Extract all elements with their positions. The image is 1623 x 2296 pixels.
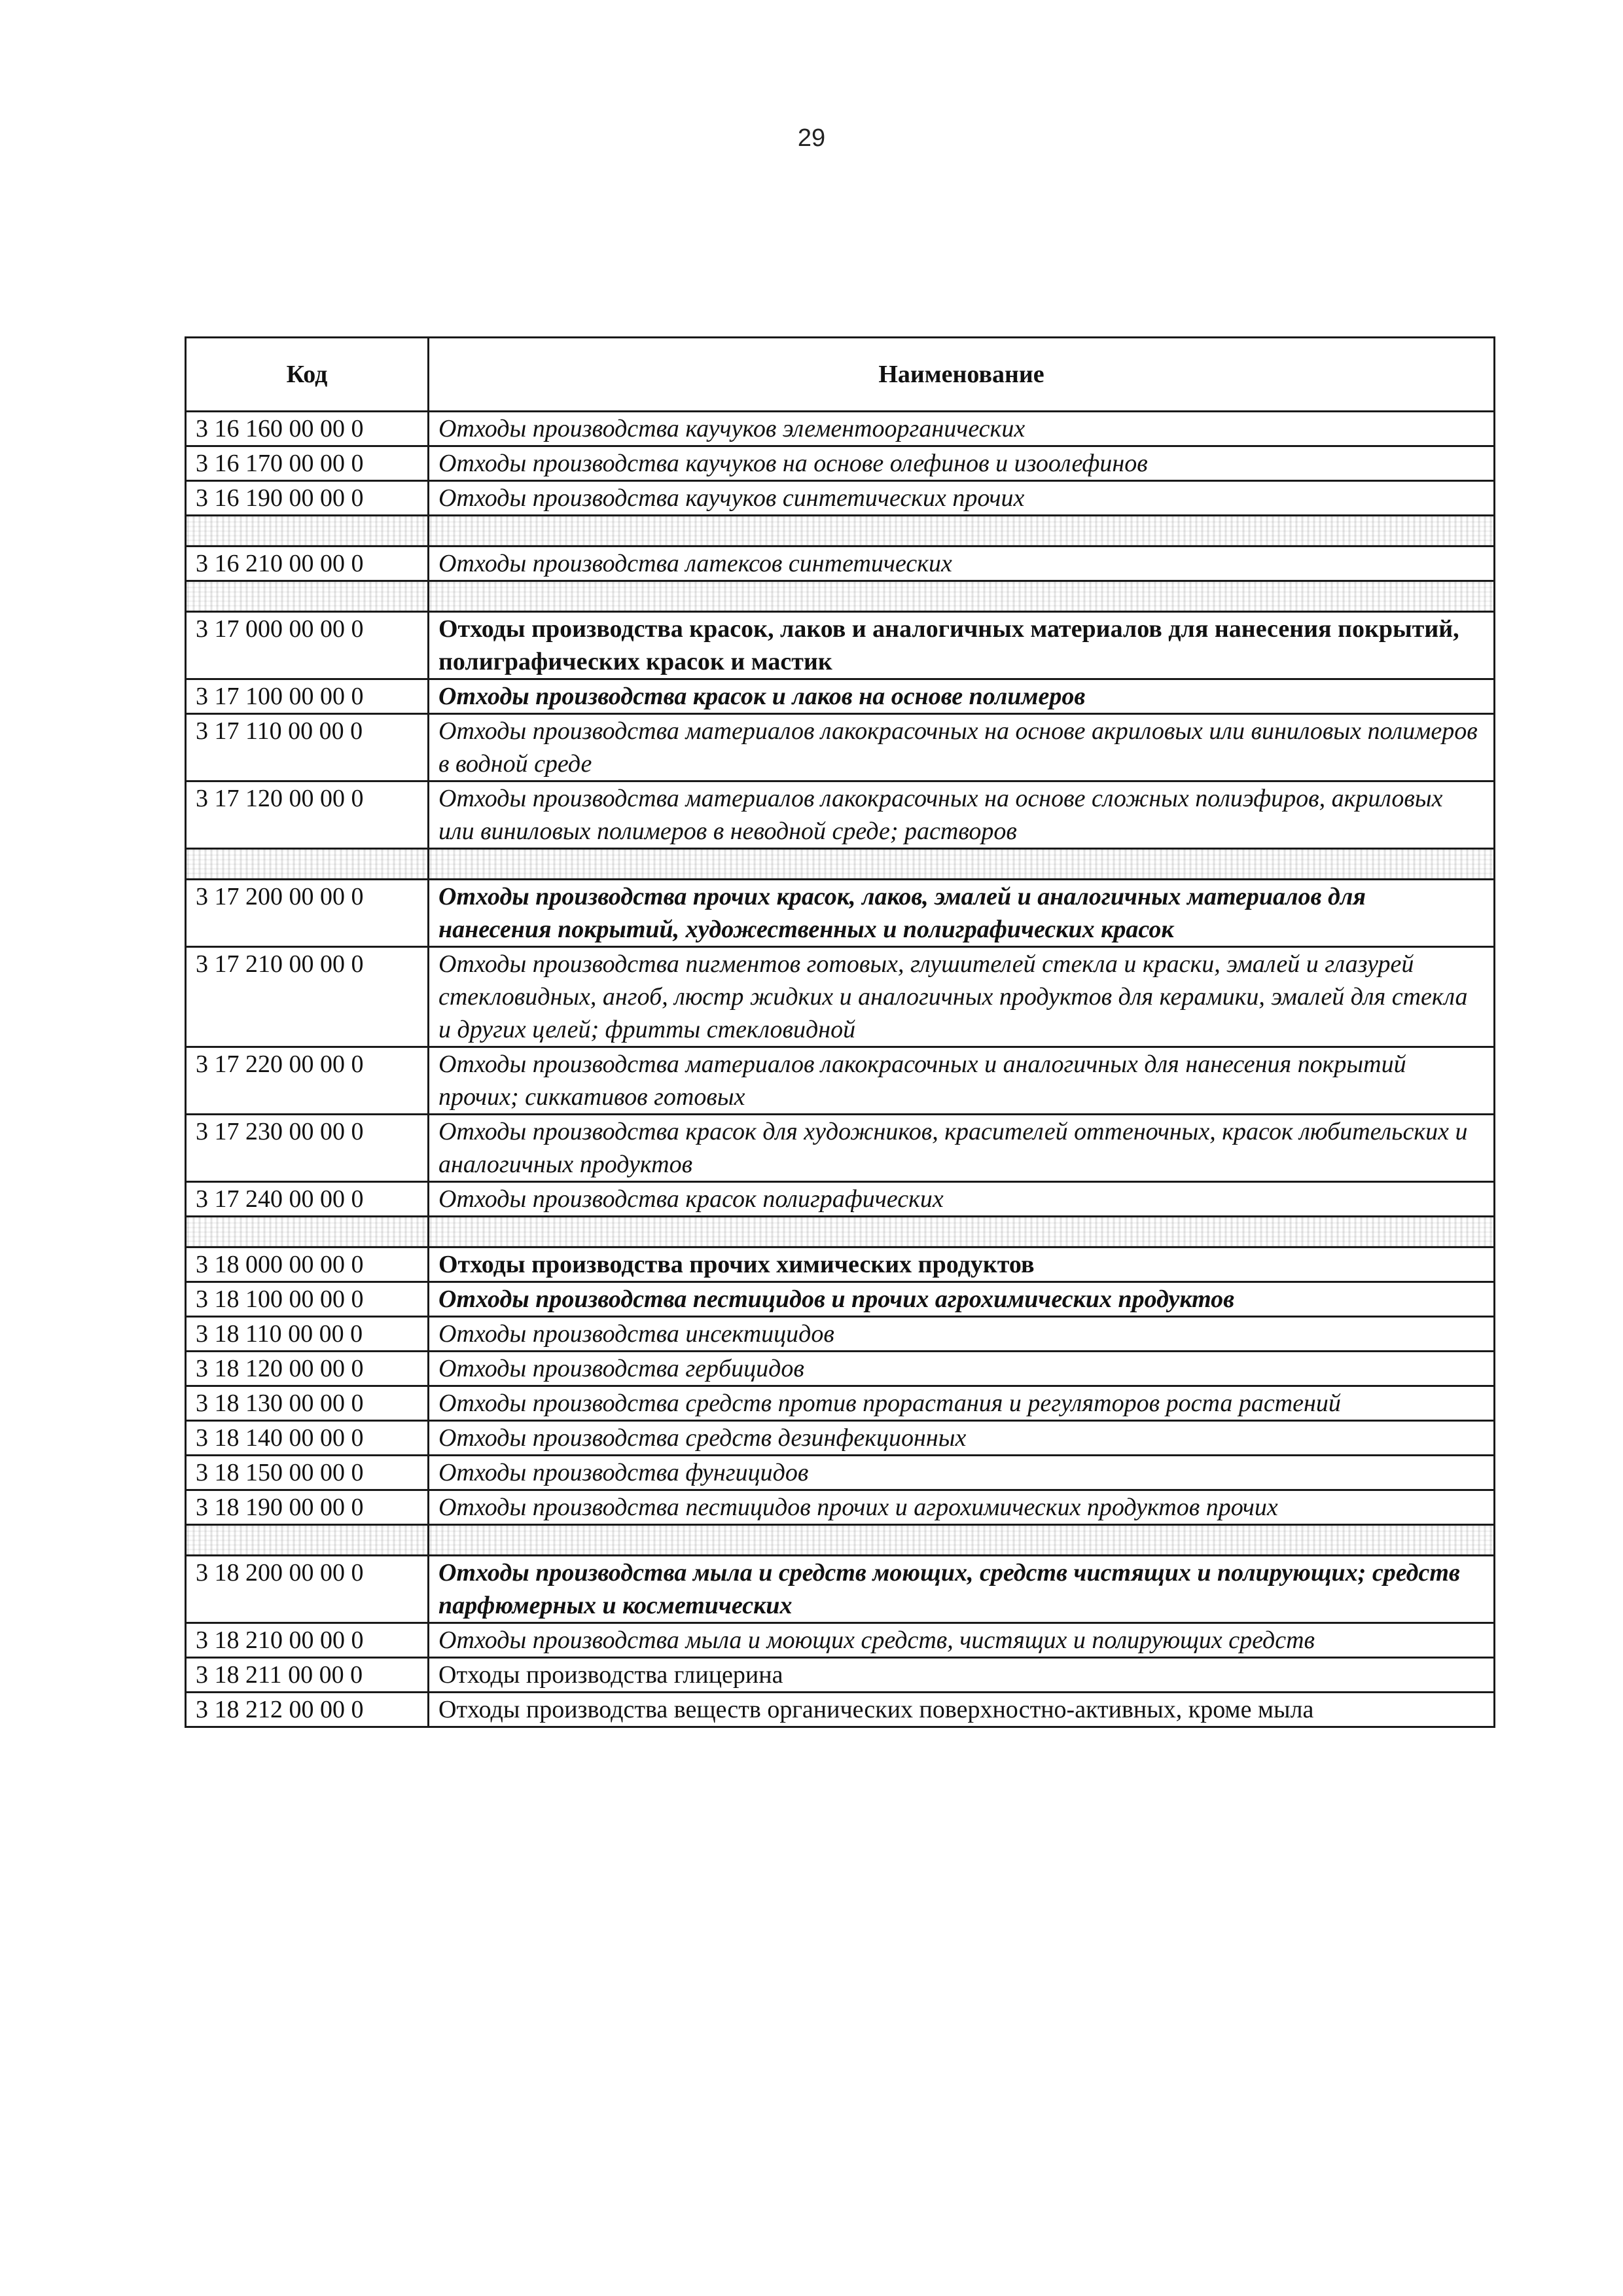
name-cell: Отходы производства материалов лакокрасочных и аналогичных для нанесения покрытий прочих; сиккативов готовых xyxy=(429,1047,1495,1115)
code-cell: 3 18 200 00 00 0 xyxy=(186,1556,429,1623)
gap-cell xyxy=(429,516,1495,547)
column-header-name: Наименование xyxy=(429,338,1495,412)
gap-cell xyxy=(186,1217,429,1247)
table-row xyxy=(186,1115,1495,1182)
table-row xyxy=(186,1047,1495,1115)
table-row xyxy=(186,1421,1495,1456)
name-cell: Отходы производства каучуков на основе олефинов и изоолефинов xyxy=(429,446,1495,481)
name-cell: Отходы производства средств против прорастания и регуляторов роста растений xyxy=(429,1386,1495,1421)
code-cell: 3 16 190 00 00 0 xyxy=(186,481,429,516)
name-cell: Отходы производства красок и лаков на основе полимеров xyxy=(429,679,1495,714)
name-cell: Отходы производства прочих красок, лаков, эмалей и аналогичных материалов для нанесения покрытий, художественных и полиграфических красок xyxy=(429,880,1495,947)
gap-cell xyxy=(186,1525,429,1556)
name-cell: Отходы производства красок полиграфических xyxy=(429,1182,1495,1217)
table-gap-row xyxy=(186,1525,1495,1556)
table-row xyxy=(186,1282,1495,1317)
name-cell: Отходы производства средств дезинфекционных xyxy=(429,1421,1495,1456)
table-gap-row xyxy=(186,516,1495,547)
table-row xyxy=(186,446,1495,481)
code-cell: 3 18 150 00 00 0 xyxy=(186,1456,429,1490)
code-cell: 3 17 110 00 00 0 xyxy=(186,714,429,781)
table-row xyxy=(186,947,1495,1047)
table-row xyxy=(186,1352,1495,1386)
name-cell: Отходы производства красок, лаков и аналогичных материалов для нанесения покрытий, полиграфических красок и мастик xyxy=(429,612,1495,679)
code-cell: 3 18 212 00 00 0 xyxy=(186,1693,429,1727)
name-cell: Отходы производства глицерина xyxy=(429,1658,1495,1693)
code-cell: 3 16 210 00 00 0 xyxy=(186,547,429,581)
code-cell: 3 17 100 00 00 0 xyxy=(186,679,429,714)
table-row xyxy=(186,412,1495,446)
page-number: 29 xyxy=(797,124,826,152)
table-row xyxy=(186,1556,1495,1623)
code-cell: 3 18 190 00 00 0 xyxy=(186,1490,429,1525)
name-cell: Отходы производства красок для художников, красителей оттеночных, красок любительских и аналогичных продуктов xyxy=(429,1115,1495,1182)
code-cell: 3 16 160 00 00 0 xyxy=(186,412,429,446)
table-row xyxy=(186,1490,1495,1525)
code-cell: 3 18 130 00 00 0 xyxy=(186,1386,429,1421)
table-row xyxy=(186,679,1495,714)
gap-cell xyxy=(186,849,429,880)
name-cell: Отходы производства гербицидов xyxy=(429,1352,1495,1386)
table-gap-row xyxy=(186,849,1495,880)
code-cell: 3 17 200 00 00 0 xyxy=(186,880,429,947)
code-cell: 3 17 210 00 00 0 xyxy=(186,947,429,1047)
name-cell: Отходы производства мыла и моющих средств, чистящих и полирующих средств xyxy=(429,1623,1495,1658)
column-header-code: Код xyxy=(186,338,429,412)
table-header-row xyxy=(186,338,1495,412)
gap-cell xyxy=(429,1217,1495,1247)
table-row xyxy=(186,781,1495,849)
table-row xyxy=(186,1456,1495,1490)
code-cell: 3 18 000 00 00 0 xyxy=(186,1247,429,1282)
table-body xyxy=(186,412,1495,1727)
table-row xyxy=(186,1623,1495,1658)
table-row xyxy=(186,1182,1495,1217)
table-row xyxy=(186,1317,1495,1352)
name-cell: Отходы производства прочих химических продуктов xyxy=(429,1247,1495,1282)
name-cell: Отходы производства веществ органических поверхностно-активных, кроме мыла xyxy=(429,1693,1495,1727)
table-row xyxy=(186,1658,1495,1693)
table-row xyxy=(186,714,1495,781)
gap-cell xyxy=(429,581,1495,612)
gap-cell xyxy=(186,581,429,612)
name-cell: Отходы производства пестицидов и прочих агрохимических продуктов xyxy=(429,1282,1495,1317)
name-cell: Отходы производства каучуков элементоорганических xyxy=(429,412,1495,446)
name-cell: Отходы производства материалов лакокрасочных на основе сложных полиэфиров, акриловых или виниловых полимеров в неводной среде; растворов xyxy=(429,781,1495,849)
code-cell: 3 17 220 00 00 0 xyxy=(186,1047,429,1115)
name-cell: Отходы производства каучуков синтетических прочих xyxy=(429,481,1495,516)
table-row xyxy=(186,612,1495,679)
code-cell: 3 16 170 00 00 0 xyxy=(186,446,429,481)
name-cell: Отходы производства пигментов готовых, глушителей стекла и краски, эмалей и глазурей стекловидных, ангоб, люстр жидких и аналогичных продуктов для керамики, эмалей для стекла и других целей; фритты стекловидной xyxy=(429,947,1495,1047)
table-gap-row xyxy=(186,581,1495,612)
name-cell: Отходы производства мыла и средств моющих, средств чистящих и полирующих; средств парфюмерных и косметических xyxy=(429,1556,1495,1623)
gap-cell xyxy=(429,1525,1495,1556)
table-row xyxy=(186,1693,1495,1727)
table-row xyxy=(186,1386,1495,1421)
code-cell: 3 17 000 00 00 0 xyxy=(186,612,429,679)
table-gap-row xyxy=(186,1217,1495,1247)
gap-cell xyxy=(429,849,1495,880)
code-cell: 3 18 210 00 00 0 xyxy=(186,1623,429,1658)
code-cell: 3 17 230 00 00 0 xyxy=(186,1115,429,1182)
code-cell: 3 18 120 00 00 0 xyxy=(186,1352,429,1386)
code-cell: 3 18 110 00 00 0 xyxy=(186,1317,429,1352)
gap-cell xyxy=(186,516,429,547)
name-cell: Отходы производства латексов синтетических xyxy=(429,547,1495,581)
name-cell: Отходы производства материалов лакокрасочных на основе акриловых или виниловых полимеров в водной среде xyxy=(429,714,1495,781)
code-cell: 3 18 140 00 00 0 xyxy=(186,1421,429,1456)
code-cell: 3 18 100 00 00 0 xyxy=(186,1282,429,1317)
table-row xyxy=(186,481,1495,516)
table-row xyxy=(186,880,1495,947)
code-cell: 3 17 240 00 00 0 xyxy=(186,1182,429,1217)
table-row xyxy=(186,1247,1495,1282)
code-cell: 3 18 211 00 00 0 xyxy=(186,1658,429,1693)
waste-code-table xyxy=(185,336,1495,1728)
code-cell: 3 17 120 00 00 0 xyxy=(186,781,429,849)
name-cell: Отходы производства инсектицидов xyxy=(429,1317,1495,1352)
name-cell: Отходы производства фунгицидов xyxy=(429,1456,1495,1490)
name-cell: Отходы производства пестицидов прочих и агрохимических продуктов прочих xyxy=(429,1490,1495,1525)
table-row xyxy=(186,547,1495,581)
